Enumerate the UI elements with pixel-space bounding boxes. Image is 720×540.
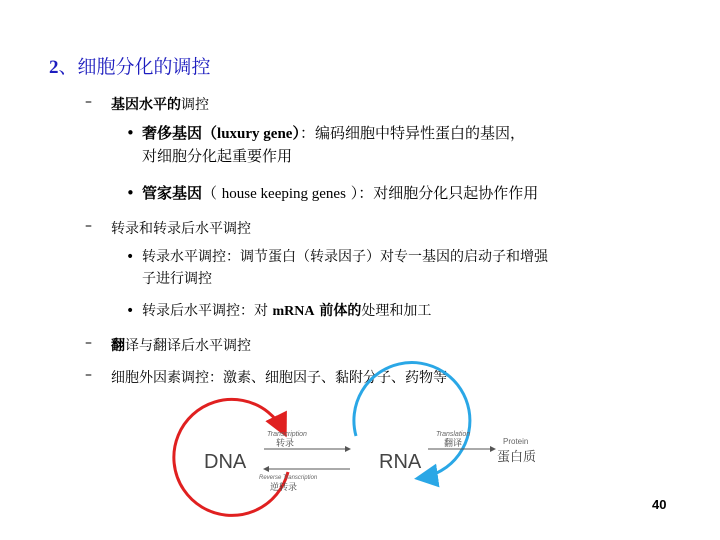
page-number: 40 (652, 497, 667, 512)
title-text: 细胞分化的调控 (77, 56, 211, 78)
dna-label: DNA (204, 451, 247, 473)
transcription-cn-label: 转录 (276, 439, 295, 449)
bullet-paren-open: （ (202, 184, 222, 202)
rna-label: RNA (379, 451, 422, 473)
reverse-transcription-cn-label: 逆转录 (270, 483, 298, 493)
section-dash: – (85, 367, 92, 383)
section-dash: – (85, 218, 92, 234)
bullet-dot: • (126, 303, 135, 319)
section-text: 转录和转录后水平调控 (111, 221, 251, 237)
bullet-term: 奢侈基因 (142, 124, 203, 142)
reverse-transcription-en-label: Reverse Transcription (259, 475, 318, 481)
section-text: 细胞外因素调控：激素、细胞因子、黏附分子、药物等 (111, 370, 447, 386)
bullet-term: 管家基因 (142, 184, 203, 202)
protein-en-label: Protein (503, 437, 529, 446)
bullet-description-cont: 对细胞分化起重要作用 (142, 147, 293, 165)
translation-cn-label: 翻译 (444, 439, 463, 449)
bullet-dot: • (126, 184, 135, 202)
bullet-description: ）：对细胞分化只起协作作用 (345, 184, 539, 202)
transcription-en-label: Transcription (267, 431, 307, 438)
bullet-dot: • (126, 249, 135, 265)
protein-cn-label: 蛋白质 (497, 450, 537, 465)
section-dash: – (85, 335, 92, 351)
bullet-text: 转录水平调控：调节蛋白（转录因子）对专一基因的启动子和增强 (142, 249, 548, 265)
bullet-text: 转录后水平调控：对 (142, 303, 273, 319)
bullet-english-term: house keeping genes (221, 186, 346, 202)
bullet-english-term: luxury gene (217, 126, 293, 142)
title-number: 2 (49, 57, 59, 78)
bullet-text-cont: 子进行调控 (142, 271, 212, 287)
bullet-text-bold: 前体的 (314, 303, 362, 319)
section-dash: – (85, 94, 92, 110)
section-text-bold: 翻 (111, 338, 125, 354)
bullet-english-term: mRNA (272, 304, 315, 319)
section-text: 译与翻译后水平调控 (125, 338, 251, 354)
translation-en-label: Translation (436, 431, 471, 438)
section-text-bold: 基因水平的 (111, 97, 181, 113)
bullet-dot: • (126, 124, 135, 142)
title-separator: 、 (58, 56, 78, 78)
bullet-paren-close: ） (292, 124, 300, 142)
section-text: 调控 (181, 97, 209, 113)
bullet-description: ：编码细胞中特异性蛋白的基因， (299, 124, 525, 142)
bullet-paren-open: （ (202, 124, 218, 142)
bullet-text-end: 处理和加工 (361, 303, 432, 319)
